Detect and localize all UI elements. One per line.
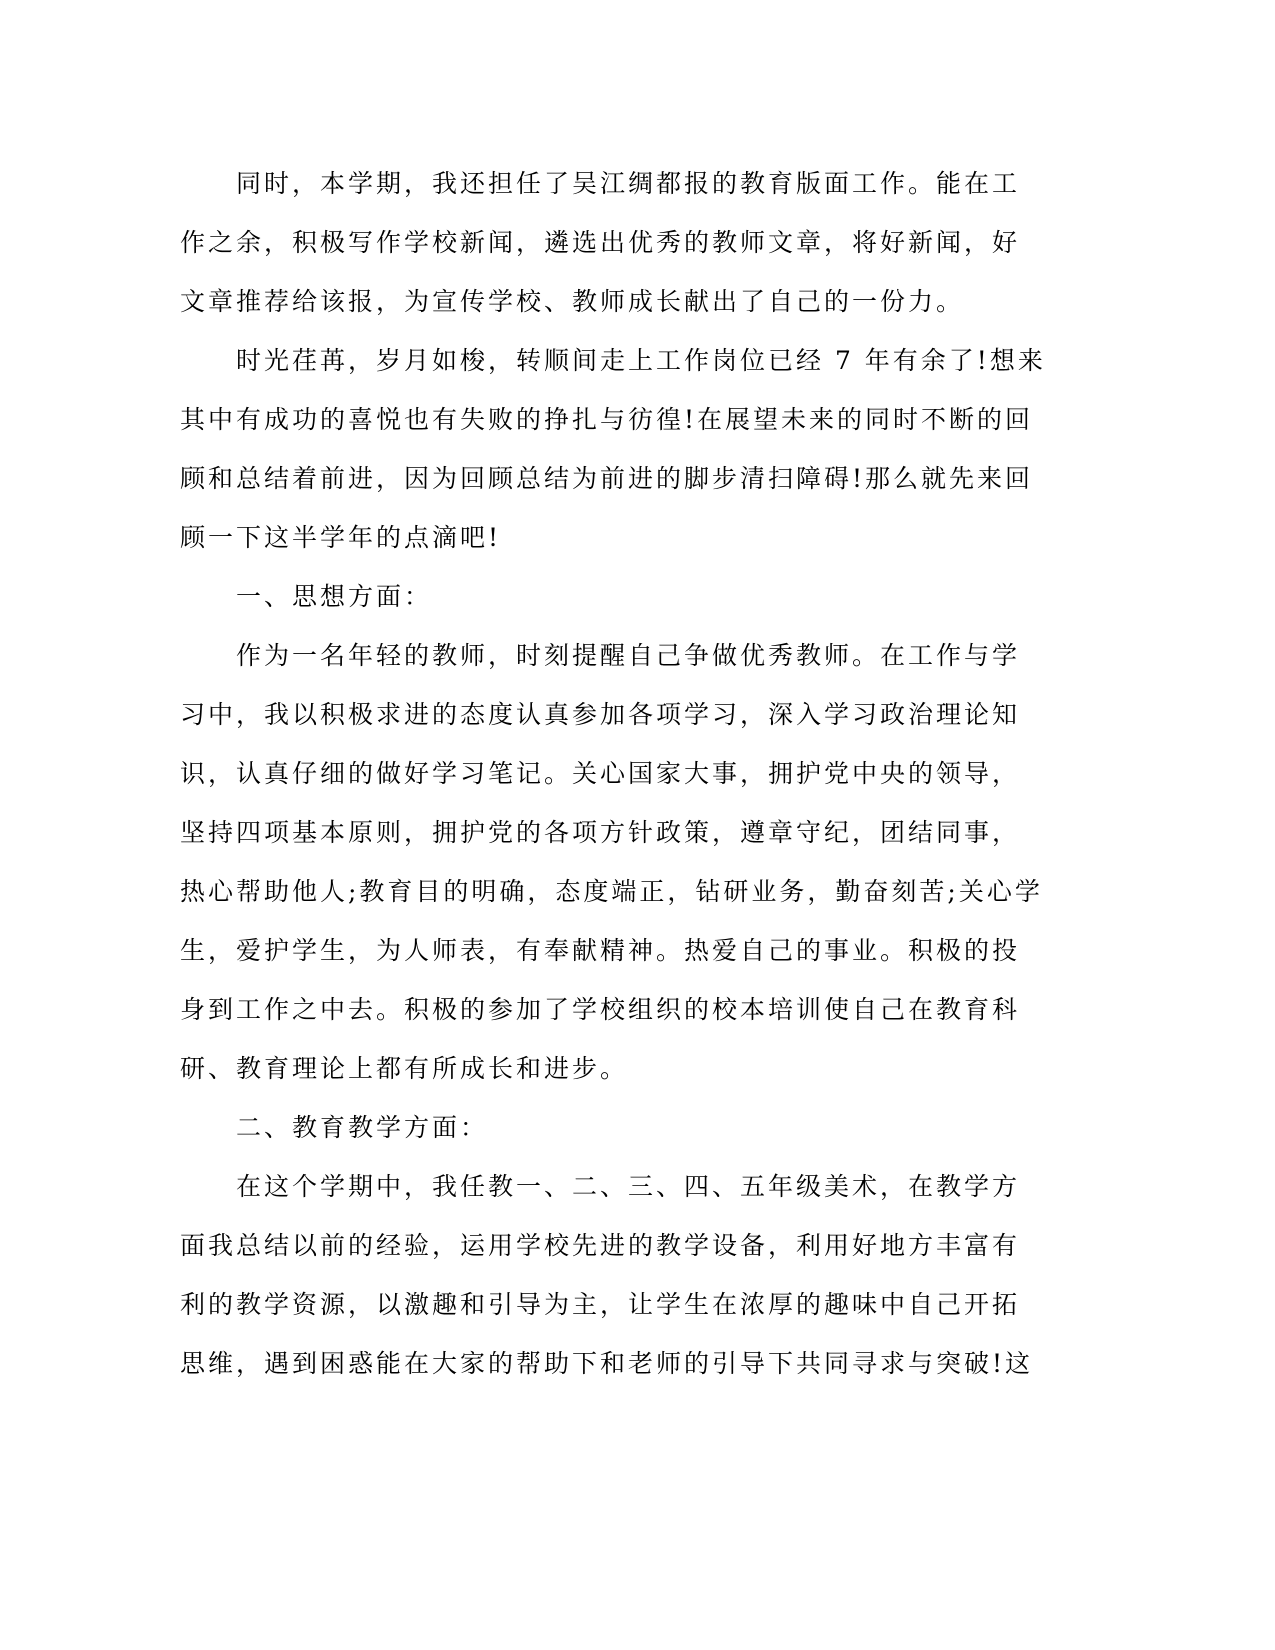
text-line: 习中，我以积极求进的态度认真参加各项学习，深入学习政治理论知: [180, 700, 1021, 729]
text-line: 其中有成功的喜悦也有失败的挣扎与彷徨!在展望未来的同时不断的回: [180, 405, 1034, 434]
paragraph: [180, 154, 1040, 331]
text-line: 生，爱护学生，为人师表，有奉献精神。热爱自己的事业。积极的投: [180, 936, 1021, 965]
text-line: 在这个学期中，我任教一、二、三、四、五年级美术，在教学方: [180, 1172, 1021, 1201]
text-line: 作为一名年轻的教师，时刻提醒自己争做优秀教师。在工作与学: [180, 641, 1021, 670]
text-line: 利的教学资源，以激趣和引导为主，让学生在浓厚的趣味中自己开拓: [180, 1290, 1021, 1319]
text-line: 二、教育教学方面：: [180, 1113, 489, 1142]
text-line: 时光荏苒，岁月如梭，转顺间走上工作岗位已经 7 年有余了!想来: [180, 346, 1046, 375]
text-line: 面我总结以前的经验，运用学校先进的教学设备，利用好地方丰富有: [180, 1231, 1021, 1260]
text-line: 识，认真仔细的做好学习笔记。关心国家大事，拥护党中央的领导，: [180, 759, 1021, 788]
text-line: 身到工作之中去。积极的参加了学校组织的校本培训使自己在教育科: [180, 995, 1021, 1024]
section-heading: [180, 1098, 1040, 1157]
text-line: 一、思想方面：: [180, 582, 433, 611]
text-line: 热心帮助他人;教育目的明确，态度端正，钻研业务，勤奋刻苦;关心学: [180, 877, 1043, 906]
document-page: [180, 154, 1046, 1393]
text-line: 同时，本学期，我还担任了吴江绸都报的教育版面工作。能在工: [180, 169, 1021, 198]
paragraph: [180, 1157, 1040, 1393]
text-line: 作之余，积极写作学校新闻，遴选出优秀的教师文章，将好新闻，好: [180, 228, 1021, 257]
section-heading: [180, 567, 1040, 626]
text-line: 思维，遇到困惑能在大家的帮助下和老师的引导下共同寻求与突破!这: [180, 1349, 1034, 1378]
text-line: 坚持四项基本原则，拥护党的各项方针政策，遵章守纪，团结同事，: [180, 818, 1021, 847]
text-line: 顾和总结着前进，因为回顾总结为前进的脚步清扫障碍!那么就先来回: [180, 464, 1034, 493]
text-line: 研、教育理论上都有所成长和进步。: [180, 1054, 629, 1083]
paragraph: [180, 626, 1043, 1098]
paragraph: [180, 331, 1046, 567]
text-line: 顾一下这半学年的点滴吧!: [180, 523, 502, 552]
text-line: 文章推荐给该报，为宣传学校、教师成长献出了自己的一份力。: [180, 287, 965, 316]
